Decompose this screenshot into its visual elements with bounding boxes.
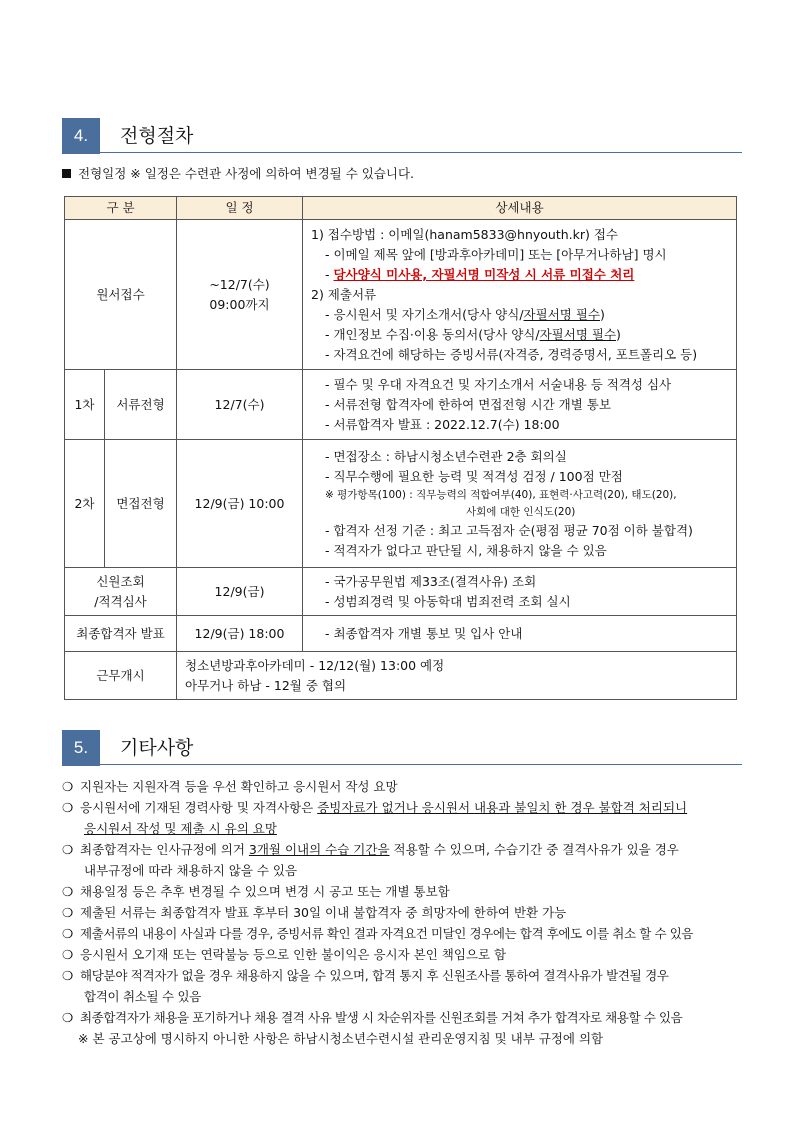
list-item [62,923,752,944]
section-5-header [62,730,742,766]
item-text-part: 응시원서에 기재된 경력사항 및 자격사항은 [80,800,318,815]
section-4-header [62,118,742,154]
schedule-note-text: 전형일정 ※ 일정은 수련관 사정에 의하여 변경될 수 있습니다. [78,166,415,181]
row-label: 최종합격자 발표 [65,616,177,652]
detail-line: - 필수 및 우대 자격요건 및 자기소개서 서술내용 등 적격성 심사 [325,376,672,392]
detail-line: - 적격자가 없다고 판단될 시, 채용하지 않을 수 있음 [325,542,607,558]
section-4-number: 4. [62,118,100,154]
row-date: 12/9(금) [177,568,303,616]
schedule-note [62,166,414,182]
table-row [65,220,737,370]
item-text: 채용일정 등은 추후 변경될 수 있으며 변경 시 공고 또는 개별 통보함 [80,884,450,899]
table-row [65,568,737,616]
item-text: 해당분야 적격자가 없을 경우 채용하지 않을 수 있으며, 합격 통지 후 신원조사를 통하여 결격사유가 발견될 경우 [80,968,669,983]
detail-line: 2) 제출서류 [311,286,377,302]
table-header-row [65,197,737,220]
underlined-text: 응시원서 작성 및 제출 시 유의 요망 [84,821,277,836]
detail-line: ※ 평가항목(100) : 직무능력의 적합여부(40), 표현력·사고력(20), 태도(20), [325,488,677,501]
label-line: /적격심사 [94,593,147,609]
underlined-text: 자필서명 필수 [523,306,600,322]
section-5-title: 기타사항 [120,737,194,759]
section-4-divider [62,152,742,153]
row-details [303,440,737,568]
detail-line: - 서류합격자 발표 : 2022.12.7(수) 18:00 [325,416,560,432]
notes-list [62,776,752,1049]
section-5-number: 5. [62,730,100,766]
detail-line: - 이메일 제목 앞에 [방과후아카데미] 또는 [아무거나하남] 명시 [325,246,667,262]
dash: - [325,266,334,282]
detail-line [311,265,728,285]
underlined-text: 자필서명 필수 [539,326,617,342]
detail-line: 사회에 대한 인식도(20) [466,505,576,518]
row-date: 12/9(금) 10:00 [177,440,303,568]
detail-text: - 응시원서 및 자기소개서(당사 양식/ [325,306,524,322]
row-label: 근무개시 [65,652,177,700]
circle-bullet-icon: ❍ [62,947,74,962]
item-text [80,842,679,857]
list-item [62,944,752,965]
row-stage: 2차 [65,440,105,568]
item-text: 응시원서 오기재 또는 연락불능 등으로 인한 불이익은 응시자 본인 책임으로 함 [80,947,507,962]
circle-bullet-icon: ❍ [62,968,73,983]
detail-line: - 면접장소 : 하남시청소년수련관 2층 회의실 [325,448,567,464]
row-details [303,616,737,652]
list-item [62,776,752,797]
circle-bullet-icon: ❍ [62,800,74,815]
warning-text: 당사양식 미사용, 자필서명 미작성 시 서류 미접수 처리 [333,266,635,282]
list-item [62,965,752,1007]
section-4-title: 전형절차 [120,125,194,147]
detail-line: - 합격자 선정 기준 : 최고 고득점자 순(평점 평균 70점 이하 불합격) [325,522,693,538]
row-date: 12/9(금) 18:00 [177,616,303,652]
item-text-continued: 합격이 취소될 수 있음 [84,989,201,1004]
row-details [303,370,737,440]
list-item [62,1007,752,1028]
item-text-part: 적용할 수 있으며, 수습기간 중 결격사유가 있을 경우 [389,842,679,857]
item-text [80,800,687,815]
row-stage: 1차 [65,370,105,440]
table-row [65,370,737,440]
date-line: 09:00까지 [209,296,270,312]
circle-bullet-icon: ❍ [62,779,74,794]
circle-bullet-icon: ❍ [62,884,74,899]
underlined-text: 증빙자료가 없거나 응시원서 내용과 불일치 한 경우 불합격 처리되니 [317,800,688,815]
row-label [65,568,177,616]
detail-line: - 국가공무원법 제33조(결격사유) 조회 [325,573,537,589]
item-text: 지원자는 지원자격 등을 우선 확인하고 응시원서 작성 요망 [80,779,398,794]
row-label: 원서접수 [65,220,177,370]
table-row [65,616,737,652]
section-5-divider [62,764,742,765]
header-details: 상세내용 [303,197,737,220]
row-date: 12/7(수) [177,370,303,440]
schedule-table [64,196,737,700]
table-row [65,440,737,568]
detail-line: - 자격요건에 해당하는 증빙서류(자격증, 경력증명서, 포트폴리오 등) [325,346,698,362]
detail-line: - 서류전형 합격자에 한하여 면접전형 시간 개별 통보 [325,396,611,412]
detail-line: - 직무수행에 필요한 능력 및 적격성 검정 / 100점 만점 [325,468,623,484]
list-item [62,839,752,881]
header-category: 구 분 [65,197,177,220]
footnote: ※ 본 공고상에 명시하지 아니한 사항은 하남시청소년수련시설 관리운영지침 및 내부 규정에 의함 [78,1031,604,1046]
underlined-text: 3개월 이내의 수습 기간을 [248,842,390,857]
list-item [62,881,752,902]
row-details [303,568,737,616]
item-text: 제출된 서류는 최종합격자 발표 후부터 30일 이내 불합격자 중 희망자에 한하여 반환 가능 [80,905,567,920]
header-schedule: 일 정 [177,197,303,220]
item-text: 최종합격자가 채용을 포기하거나 채용 결격 사유 발생 시 차순위자를 신원조회를 거쳐 추가 합격자로 채용할 수 있음 [80,1010,683,1025]
row-label: 면접전형 [105,440,177,568]
detail-text: ) [616,326,621,342]
detail-line: - 최종합격자 개별 통보 및 입사 안내 [325,625,523,641]
item-text-continued: 내부규정에 따라 채용하지 않을 수 있음 [84,863,298,878]
square-bullet-icon [62,169,71,178]
circle-bullet-icon: ❍ [62,842,74,857]
detail-line [311,325,728,345]
circle-bullet-icon: ❍ [62,926,73,941]
label-line: 신원조회 [96,573,145,589]
circle-bullet-icon: ❍ [62,1010,73,1025]
table-row [65,652,737,700]
detail-line: 아무거나 하남 - 12월 중 협의 [185,677,347,693]
circle-bullet-icon: ❍ [62,905,74,920]
detail-line: - 성범죄경력 및 아동학대 범죄전력 조회 실시 [325,593,571,609]
detail-line: 청소년방과후아카데미 - 12/12(월) 13:00 예정 [185,657,445,673]
date-line: ~12/7(수) [209,276,270,292]
detail-line: 1) 접수방법 : 이메일(hanam5833@hnyouth.kr) 접수 [311,226,619,242]
item-text: 제출서류의 내용이 사실과 다를 경우, 증빙서류 확인 결과 자격요건 미달인 경우에는 합격 후에도 이를 취소 할 수 있음 [80,926,694,941]
detail-text: ) [599,306,605,322]
list-item [62,902,752,923]
row-details [303,220,737,370]
row-details [177,652,737,700]
detail-text: - 개인정보 수집·이용 동의서(당사 양식/ [325,326,540,342]
item-text-part: 최종합격자는 인사규정에 의거 [80,842,249,857]
row-date [177,220,303,370]
detail-line [311,305,728,325]
list-item [62,797,752,839]
row-label: 서류전형 [105,370,177,440]
